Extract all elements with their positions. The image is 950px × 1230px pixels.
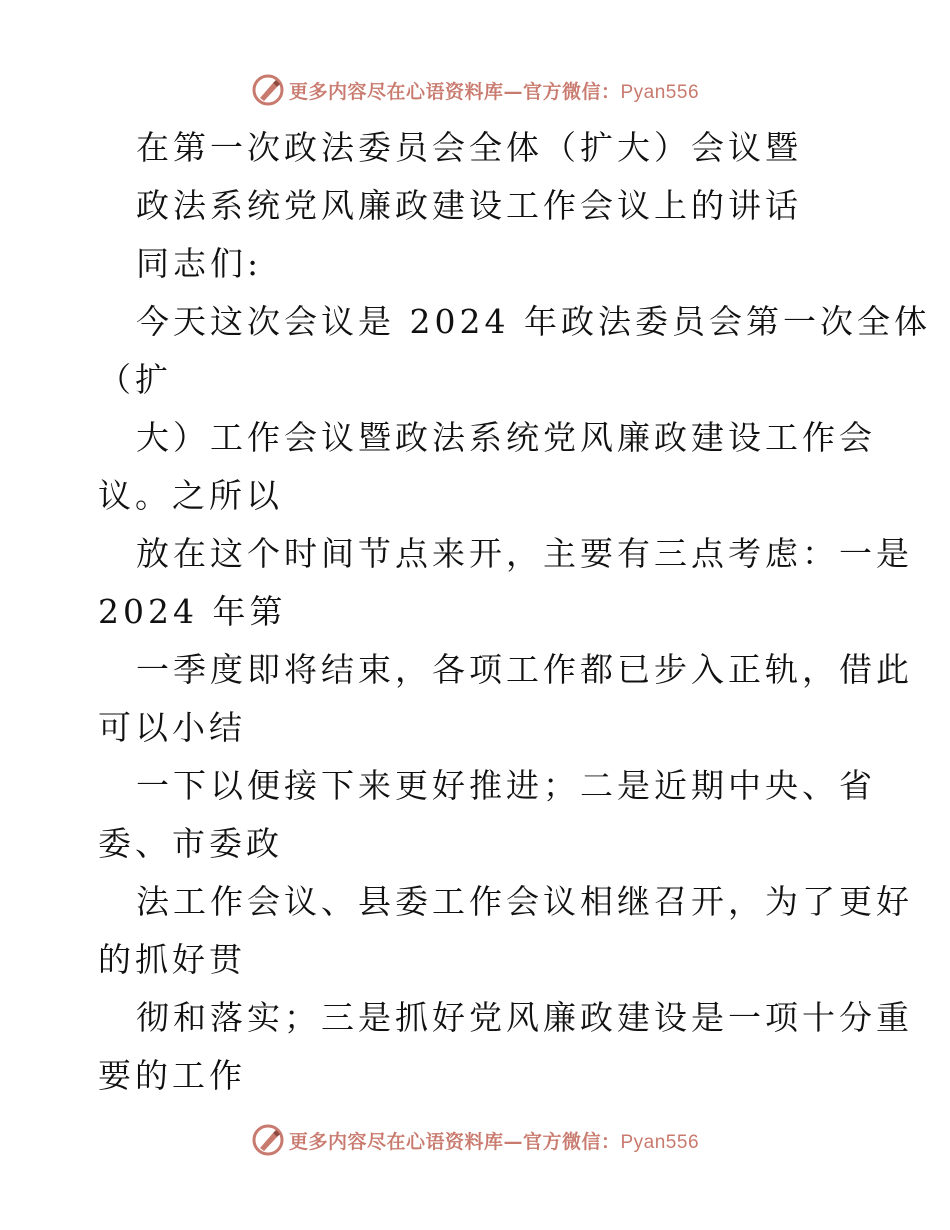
body-line: （扩	[98, 360, 172, 399]
body-line: 彻和落实；三是抓好党风廉政建设是一项十分重	[136, 998, 913, 1037]
title-line-1: 在第一次政法委员会全体（扩大）会议暨	[136, 128, 802, 167]
watermark-footer	[0, 1120, 950, 1160]
body-line: 可以小结	[98, 708, 246, 747]
body-line: 放在这个时间节点来开，主要有三点考虑：一是	[136, 534, 913, 573]
body-line: 一下以便接下来更好推进；二是近期中央、省	[136, 766, 876, 805]
pen-seal-icon	[251, 1123, 285, 1157]
salutation: 同志们:	[136, 244, 263, 283]
body-line: 大）工作会议暨政法系统党风廉政建设工作会	[136, 418, 876, 457]
watermark-text: 更多内容尽在心语资料库—官方微信：Pyan556	[288, 80, 700, 103]
body-line: 一季度即将结束，各项工作都已步入正轨，借此	[136, 650, 913, 689]
watermark-text: 更多内容尽在心语资料库—官方微信：Pyan556	[288, 1130, 700, 1153]
body-line: 委、市委政	[98, 824, 283, 863]
body-line: 今天这次会议是 2024 年政法委员会第一次全体	[136, 302, 931, 341]
body-line: 2024 年第	[98, 592, 287, 631]
watermark-header	[0, 70, 950, 110]
body-line: 议。之所以	[98, 476, 283, 515]
body-line: 的抓好贯	[98, 940, 246, 979]
title-line-2: 政法系统党风廉政建设工作会议上的讲话	[136, 186, 802, 225]
body-line: 要的工作	[98, 1056, 246, 1095]
body-line: 法工作会议、县委工作会议相继召开，为了更好	[136, 882, 913, 921]
pen-seal-icon	[251, 73, 285, 107]
